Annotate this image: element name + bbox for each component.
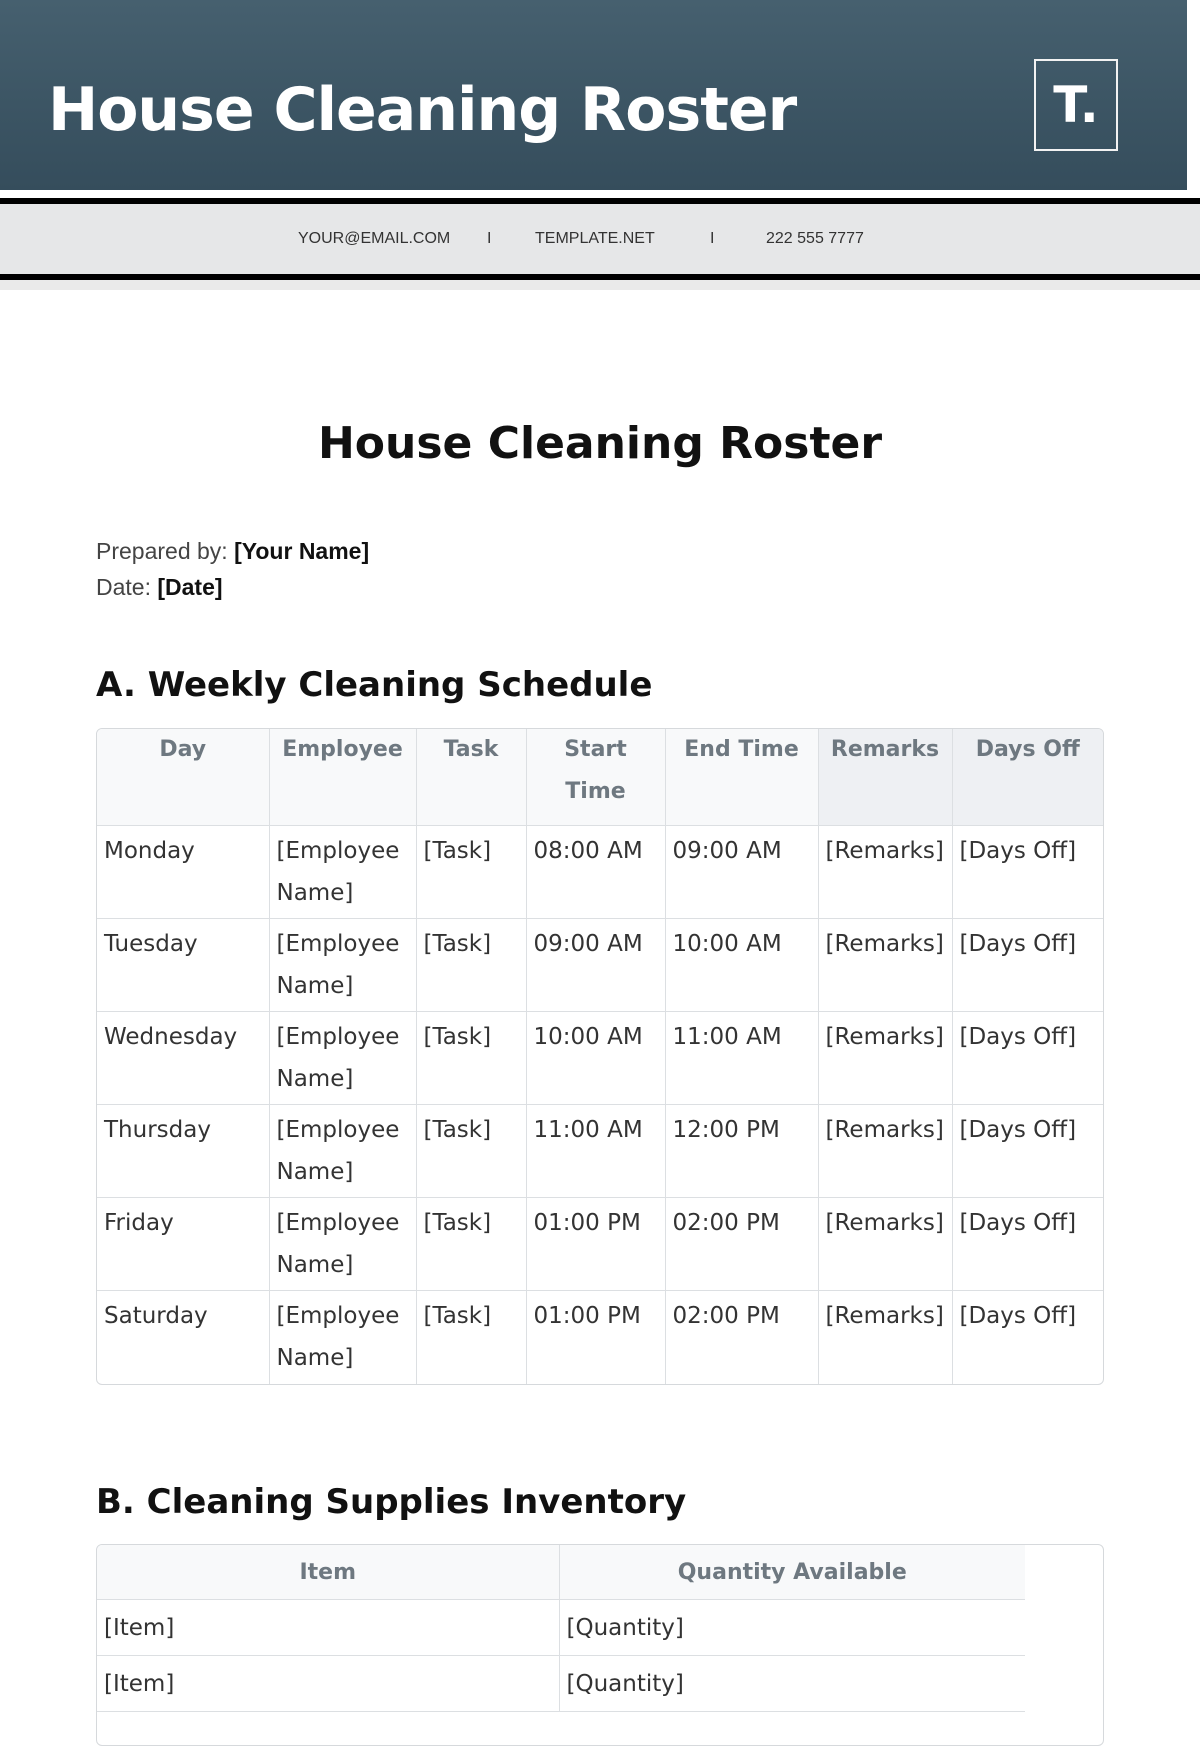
banner-title: House Cleaning Roster: [48, 75, 797, 145]
cell-employee: [Employee Name]: [269, 919, 416, 1012]
contact-separator: I: [487, 230, 492, 247]
cell-end-time: 12:00 PM: [665, 1105, 818, 1198]
cell-days-off: [Days Off]: [952, 1012, 1103, 1105]
column-header: End Time: [665, 729, 818, 826]
cell-employee: [Employee Name]: [269, 826, 416, 919]
contact-email: YOUR@EMAIL.COM: [298, 230, 451, 247]
contact-separator: I: [710, 230, 715, 247]
cell-employee: [Employee Name]: [269, 1012, 416, 1105]
cell-start-time: 10:00 AM: [526, 1012, 665, 1105]
prepared-by-label: Prepared by:: [96, 538, 228, 564]
header-shadow: [0, 280, 1200, 290]
cell-remarks: [Remarks]: [818, 826, 952, 919]
cell-day: Thursday: [97, 1105, 269, 1198]
cell-remarks: [Remarks]: [818, 1291, 952, 1384]
cell-quantity: [Quantity]: [559, 1656, 1025, 1712]
cell-end-time: 10:00 AM: [665, 919, 818, 1012]
cell-start-time: 09:00 AM: [526, 919, 665, 1012]
contact-website: TEMPLATE.NET: [535, 230, 655, 247]
cell-days-off: [Days Off]: [952, 1105, 1103, 1198]
cell-end-time: 09:00 AM: [665, 826, 818, 919]
cell-task: [Task]: [416, 919, 526, 1012]
date-value: [Date]: [157, 574, 223, 600]
cell-employee: [Employee Name]: [269, 1105, 416, 1198]
column-header: Task: [416, 729, 526, 826]
cell-day: Wednesday: [97, 1012, 269, 1105]
cell-day: Monday: [97, 826, 269, 919]
cell-start-time: 01:00 PM: [526, 1291, 665, 1384]
schedule-header-row: [97, 729, 1103, 826]
schedule-table: [97, 729, 1103, 1384]
cell-start-time: 11:00 AM: [526, 1105, 665, 1198]
table-row: [97, 1291, 1103, 1384]
cell-task: [Task]: [416, 1198, 526, 1291]
prepared-by-value: [Your Name]: [234, 538, 370, 564]
column-header: Employee: [269, 729, 416, 826]
cell-days-off: [Days Off]: [952, 826, 1103, 919]
cell-day: Saturday: [97, 1291, 269, 1384]
cell-end-time: 02:00 PM: [665, 1198, 818, 1291]
cell-day: Tuesday: [97, 919, 269, 1012]
cell-task: [Task]: [416, 1012, 526, 1105]
schedule-table-wrap: [96, 728, 1104, 1385]
cell-item: [Item]: [97, 1600, 559, 1656]
column-header: Days Off: [952, 729, 1103, 826]
cell-start-time: 01:00 PM: [526, 1198, 665, 1291]
cell-task: [Task]: [416, 1105, 526, 1198]
table-row: [97, 1012, 1103, 1105]
cell-end-time: 11:00 AM: [665, 1012, 818, 1105]
inventory-heading: B. Cleaning Supplies Inventory: [96, 1482, 687, 1522]
date-line: [96, 571, 223, 603]
cell-quantity: [Quantity]: [559, 1600, 1025, 1656]
cell-days-off: [Days Off]: [959, 1303, 1077, 1329]
column-header: Item: [97, 1545, 559, 1600]
cell-days-off: [Days Off]: [952, 1198, 1103, 1291]
cell-remarks: [Remarks]: [818, 919, 952, 1012]
table-row: [97, 1198, 1103, 1291]
cell-remarks: [Remarks]: [818, 1012, 952, 1105]
column-header: Remarks: [818, 729, 952, 826]
date-label: Date:: [96, 574, 151, 600]
table-row: [97, 1105, 1103, 1198]
cell-task: [Task]: [416, 826, 526, 919]
cell-days-off: [Days Off]: [952, 919, 1103, 1012]
cell-task: [Task]: [416, 1291, 526, 1384]
cell-start-time: 08:00 AM: [526, 826, 665, 919]
table-row: [97, 826, 1103, 919]
cell-remarks: [Remarks]: [818, 1198, 952, 1291]
inventory-table: [97, 1545, 1025, 1712]
contact-phone: 222 555 7777: [766, 230, 864, 247]
table-row: [97, 1656, 1025, 1712]
inventory-header-row: [97, 1545, 1025, 1600]
cell-end-time: 02:00 PM: [665, 1291, 818, 1384]
cell-remarks: [Remarks]: [818, 1105, 952, 1198]
cell-item: [Item]: [97, 1656, 559, 1712]
prepared-by: [96, 535, 369, 567]
logo-letter: T.: [1053, 76, 1099, 134]
schedule-heading: A. Weekly Cleaning Schedule: [96, 665, 653, 705]
column-header: Start Time: [526, 729, 665, 826]
column-header: Quantity Available: [559, 1545, 1025, 1600]
header-banner: [0, 0, 1187, 190]
logo: [1034, 59, 1118, 151]
column-header: Day: [97, 729, 269, 826]
inventory-table-wrap: [96, 1544, 1104, 1746]
cell-employee: [Employee Name]: [269, 1291, 416, 1384]
table-row: [97, 919, 1103, 1012]
cell-employee: [Employee Name]: [269, 1198, 416, 1291]
table-row: [97, 1600, 1025, 1656]
contact-strip: [0, 204, 1200, 274]
document-title: House Cleaning Roster: [317, 418, 883, 469]
cell-day: Friday: [97, 1198, 269, 1291]
